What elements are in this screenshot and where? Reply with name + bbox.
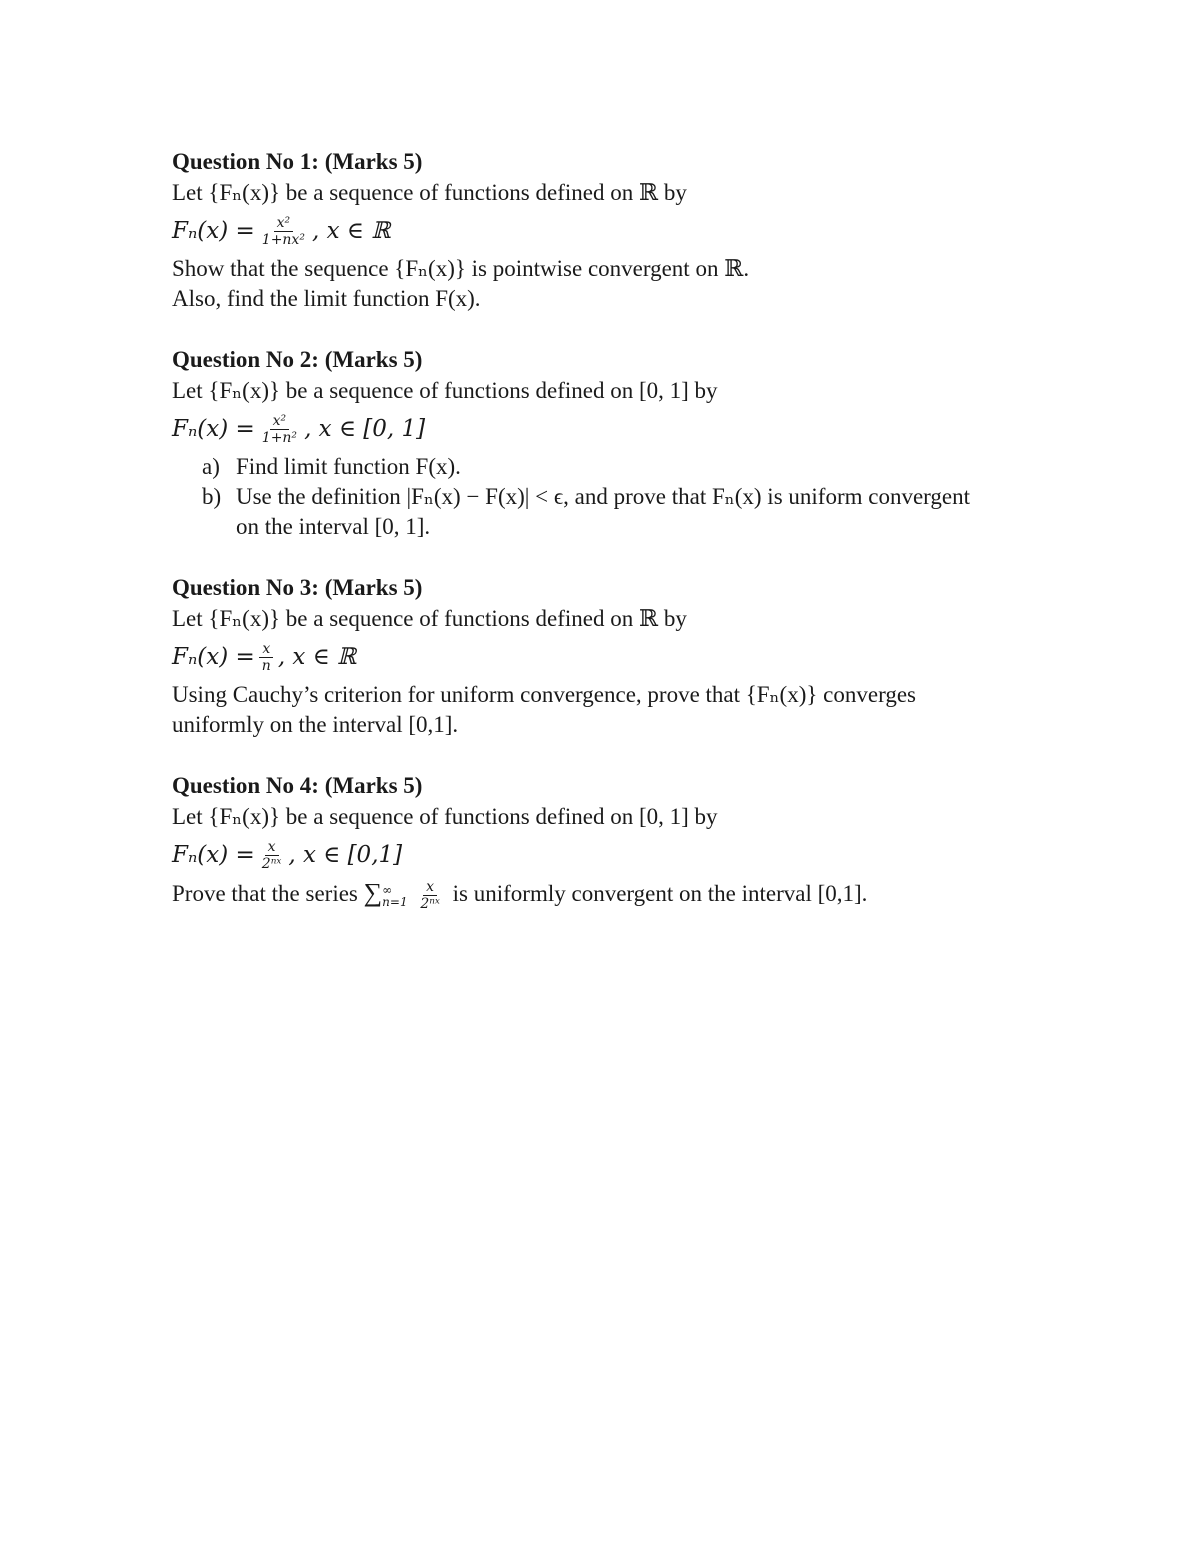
formula-domain: , x ∈ [0,1] [288, 842, 403, 868]
fraction-numerator: x² [274, 215, 294, 232]
fraction [259, 839, 285, 872]
series-term-fraction [417, 879, 443, 912]
summation-limits [382, 884, 407, 908]
question-sheet [172, 146, 1052, 942]
sub-question-b [202, 482, 1052, 542]
fraction-denominator: 2ⁿˣ [420, 896, 440, 913]
question-text-line: Show that the sequence {Fₙ(x)} is pointwise convergent on ℝ. [172, 256, 750, 281]
formula-lhs: Fₙ(x) = [172, 842, 255, 868]
sub-question-text: Find limit function F(x). [236, 454, 461, 479]
formula-domain: , x ∈ ℝ [277, 644, 357, 670]
fraction-numerator: x [265, 839, 279, 856]
series-statement [172, 878, 1052, 912]
summation-upper-limit: ∞ [382, 882, 393, 897]
fraction-numerator: x² [270, 413, 290, 430]
function-definition [172, 208, 1052, 254]
sub-question-marker: b) [202, 484, 222, 509]
question-text-line: Using Cauchy’s criterion for uniform convergence, prove that {Fₙ(x)} converges [172, 682, 916, 707]
formula-lhs: Fₙ(x) = [172, 218, 255, 244]
question-intro: Let {Fₙ(x)} be a sequence of functions defined on [0, 1] by [172, 804, 718, 829]
sub-question-marker: a) [202, 454, 220, 479]
summation-sign: ∑ [363, 878, 383, 907]
fraction [259, 413, 300, 446]
fraction [259, 641, 274, 674]
summation-lower-limit: n=1 [382, 894, 408, 909]
question-title: Question No 1: (Marks 5) [172, 149, 423, 174]
formula-lhs: Fₙ(x) = [172, 416, 255, 442]
function-definition [172, 406, 1052, 452]
formula-lhs: Fₙ(x) = [172, 644, 255, 670]
fraction-numerator: x [423, 879, 437, 896]
sub-question-text: Use the definition |Fₙ(x) − F(x)| < ϵ, and prove that Fₙ(x) is uniform convergent on the interval [0, 1]. [236, 484, 971, 539]
question-4 [172, 770, 1052, 912]
question-2 [172, 344, 1052, 542]
fraction [259, 215, 308, 248]
fraction-denominator: n [261, 657, 271, 674]
series-prefix: Prove that the series [172, 881, 358, 906]
formula-domain: , x ∈ ℝ [311, 218, 391, 244]
question-1 [172, 146, 1052, 314]
question-3 [172, 572, 1052, 740]
sub-question-list [172, 452, 1052, 542]
fraction-denominator: 1+nx² [261, 231, 305, 248]
formula-domain: , x ∈ [0, 1] [304, 416, 426, 442]
function-definition [172, 832, 1052, 878]
series-suffix: is uniformly convergent on the interval [0,1]. [452, 881, 868, 906]
question-intro: Let {Fₙ(x)} be a sequence of functions defined on [0, 1] by [172, 378, 718, 403]
question-title: Question No 3: (Marks 5) [172, 575, 423, 600]
function-definition [172, 634, 1052, 680]
fraction-denominator: 2ⁿˣ [261, 855, 282, 872]
fraction-denominator: 1+n² [261, 429, 298, 446]
question-intro: Let {Fₙ(x)} be a sequence of functions defined on ℝ by [172, 606, 687, 631]
question-intro: Let {Fₙ(x)} be a sequence of functions defined on ℝ by [172, 180, 687, 205]
question-text-line: uniformly on the interval [0,1]. [172, 712, 459, 737]
fraction-numerator: x [259, 641, 273, 658]
question-title: Question No 2: (Marks 5) [172, 347, 423, 372]
sub-question-a [202, 452, 1052, 482]
question-text-line: Also, find the limit function F(x). [172, 286, 481, 311]
question-title: Question No 4: (Marks 5) [172, 773, 423, 798]
